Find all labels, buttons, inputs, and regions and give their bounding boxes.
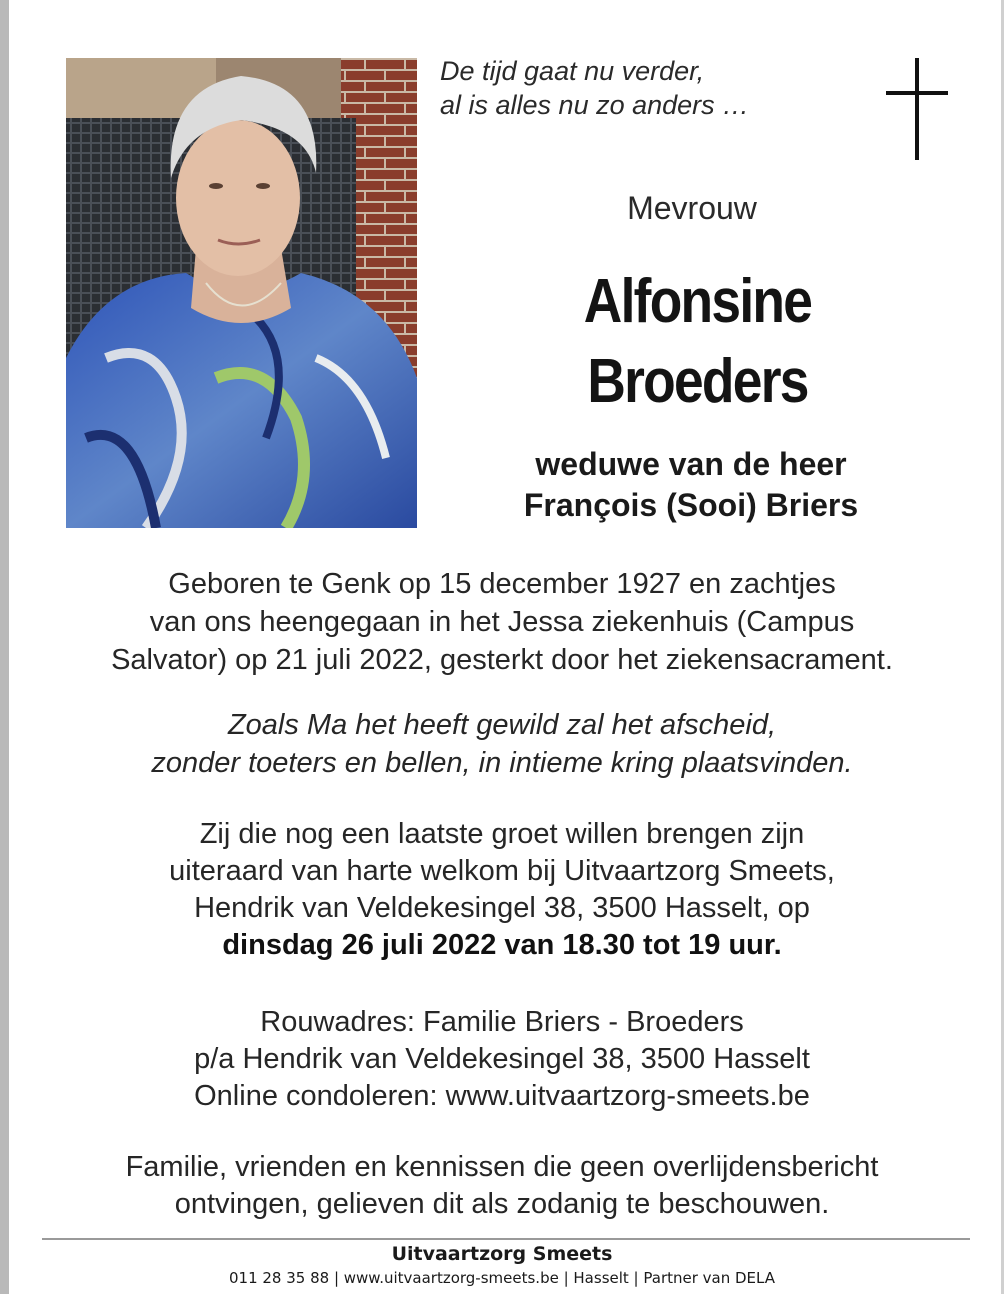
visit-line: uiteraard van harte welkom bij Uitvaartzorg Smeets, [169,855,835,887]
widow-line: weduwe van de heer [535,446,847,482]
family-line: ontvingen, gelieven dit als zodanig te beschouwen. [174,1188,830,1220]
visit-line: Hendrik van Veldekesingel 38, 3500 Hasselt, op [194,892,810,924]
wish-line: Zoals Ma het heeft gewild zal het afscheid, [227,709,777,741]
quote-line: De tijd gaat nu verder, [440,56,705,86]
quote [440,54,860,122]
address-line: Rouwadres: Familie Briers - Broeders [260,1006,744,1038]
quote-line: al is alles nu zo anders … [440,90,750,120]
visit-line: Zij die nog een laatste groet willen brengen zijn [199,818,805,850]
mourning-address-paragraph [30,1004,974,1115]
widow-line: François (Sooi) Briers [523,487,859,523]
widow-of [460,444,922,526]
birth-paragraph [30,565,974,679]
wish-line: zonder toeters en bellen, in intieme kring plaatsvinden. [151,747,853,779]
birth-line: van ons heengegaan in het Jessa ziekenhuis (Campus [149,606,855,638]
honorific: Mevrouw [627,190,757,226]
footer-divider [42,1238,970,1240]
last-name: Broeders [587,347,808,416]
footer-company-name: Uitvaartzorg Smeets [391,1243,613,1265]
cross-icon [886,58,948,160]
family-notice-paragraph [30,1149,974,1223]
first-name: Alfonsine [583,267,812,336]
family-line: Familie, vrienden en kennissen die geen overlijdensbericht [125,1151,879,1183]
page-border-left [0,0,9,1294]
birth-line: Geboren te Genk op 15 december 1927 en zachtjes [168,568,836,600]
visitation-paragraph [30,816,974,964]
address-line: p/a Hendrik van Veldekesingel 38, 3500 Hasselt [194,1043,810,1075]
deceased-name [553,262,841,422]
farewell-wish-paragraph [30,706,974,782]
condolence-link-line: Online condoleren: www.uitvaartzorg-smeets.be [194,1080,810,1112]
birth-line: Salvator) op 21 juli 2022, gesterkt door het ziekensacrament. [111,644,893,676]
portrait-photo [66,58,417,528]
visit-date-line: dinsdag 26 juli 2022 van 18.30 tot 19 uur. [222,929,782,961]
footer-contact-info: 011 28 35 88 | www.uitvaartzorg-smeets.be | Hasselt | Partner van DELA [228,1269,775,1287]
